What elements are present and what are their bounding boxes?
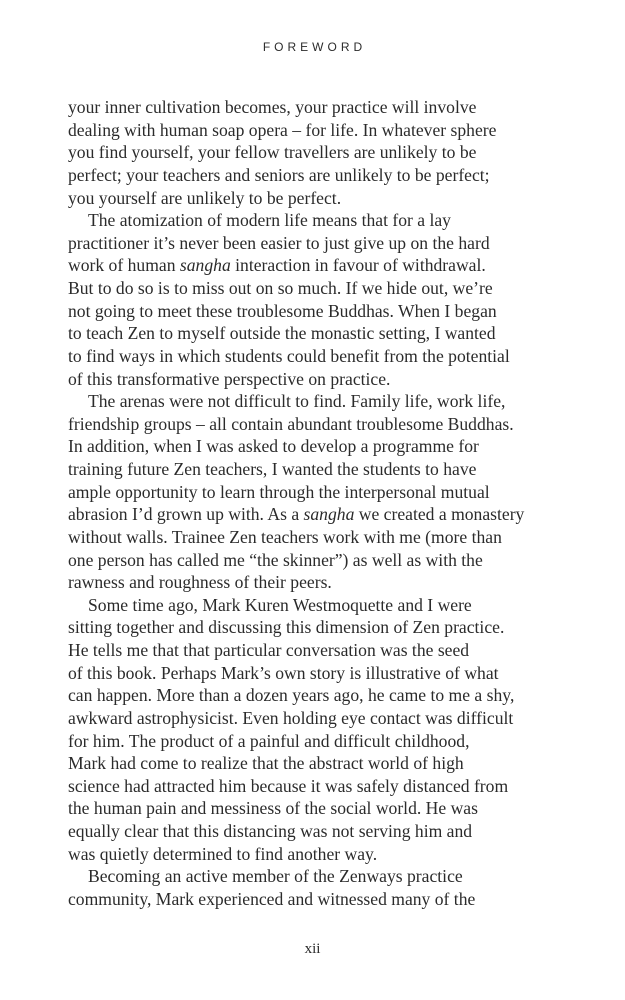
text-line: community, Mark experienced and witnessed many of the [68, 888, 476, 909]
text-line: for him. The product of a painful and difficult childhood, [68, 730, 470, 751]
text-line: Becoming an active member of the Zenways practice [88, 866, 463, 887]
text-line: The arenas were not difficult to find. Family life, work life, [88, 391, 506, 412]
text-line: you yourself are unlikely to be perfect. [68, 187, 342, 208]
text-line: sitting together and discussing this dimension of Zen practice. [68, 617, 505, 638]
running-head: FOREWORD [262, 40, 367, 54]
text-line: He tells me that that particular conversation was the seed [68, 640, 470, 660]
text-line: can happen. More than a dozen years ago, he came to me a shy, [68, 685, 515, 706]
text-line: practitioner it’s never been easier to just give up on the hard [68, 232, 490, 253]
text-line: not going to meet these troublesome Buddhas. When I began [68, 300, 497, 321]
text-line: perfect; your teachers and seniors are unlikely to be perfect; [68, 164, 490, 185]
text-line: ample opportunity to learn through the interpersonal mutual [68, 481, 490, 502]
text-line: work of human sangha interaction in favour of withdrawal. [68, 255, 486, 276]
text-line: But to do so is to miss out on so much. If we hide out, we’re [68, 278, 493, 298]
text-line: to find ways in which students could benefit from the potential [68, 345, 510, 366]
text-line: equally clear that this distancing was not serving him and [68, 821, 473, 841]
page-number: xii [304, 941, 321, 957]
text-line: awkward astrophysicist. Even holding eye contact was difficult [68, 707, 514, 728]
text-line: to teach Zen to myself outside the monastic setting, I wanted [68, 323, 496, 344]
text-line: rawness and roughness of their peers. [68, 572, 332, 593]
text-line: Mark had come to realize that the abstract world of high [68, 753, 464, 774]
paragraph [68, 209, 560, 390]
text-line: dealing with human soap opera – for life. In whatever sphere [68, 119, 497, 140]
text-line: of this book. Perhaps Mark’s own story is illustrative of what [68, 662, 499, 683]
text-line: science had attracted him because it was safely distanced from [68, 775, 509, 796]
text-line: your inner cultivation becomes, your practice will involve [68, 97, 477, 117]
text-line: was quietly determined to find another way. [68, 843, 378, 864]
text-line: the human pain and messiness of the social world. He was [68, 798, 478, 819]
body-text [68, 96, 560, 911]
text-line: you find yourself, your fellow travellers are unlikely to be [68, 142, 477, 163]
paragraph [68, 390, 560, 594]
text-line: one person has called me “the skinner”) as well as with the [68, 549, 483, 570]
paragraph [68, 865, 560, 910]
text-line: friendship groups – all contain abundant troublesome Buddhas. [68, 413, 514, 434]
paragraph [68, 594, 560, 866]
text-line: Some time ago, Mark Kuren Westmoquette and I were [88, 594, 472, 615]
text-line: of this transformative perspective on practice. [68, 368, 391, 389]
text-line: without walls. Trainee Zen teachers work with me (more than [68, 526, 502, 547]
text-line: The atomization of modern life means that for a lay [88, 210, 451, 231]
text-line: In addition, when I was asked to develop a programme for [68, 436, 479, 457]
text-line: abrasion I’d grown up with. As a sangha we created a monastery [68, 504, 525, 525]
text-line: training future Zen teachers, I wanted the students to have [68, 459, 477, 479]
paragraph [68, 96, 560, 209]
